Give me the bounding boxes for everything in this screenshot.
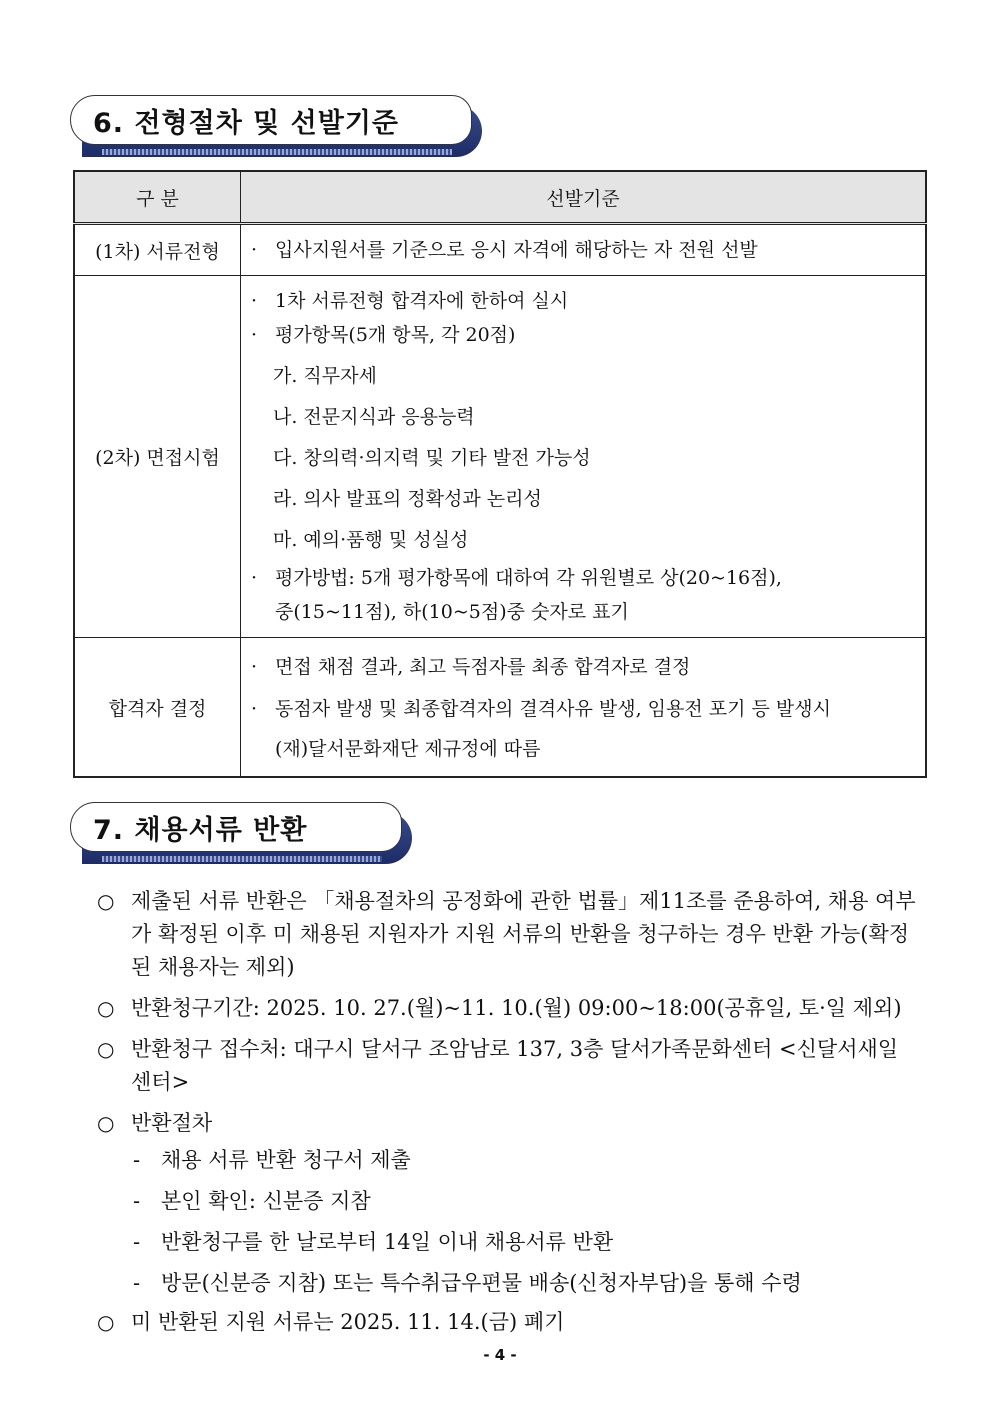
bullet-text: 평가항목(5개 항목, 각 20점) — [275, 324, 516, 346]
criteria-cell: · 1차 서류전형 합격자에 한하여 실시 · 평가항목(5개 항목, 각 20점) 가. 직무자세 나. 전문지식과 응용능력 다. 창의력·의지력 및 기타 발전 가능성 라. 의사 발표의 정확성과 논리성 마. 예의·품행 및 성실성 · 평가방법: 5개 평가항목에 대하여 각 위원별로 상(20~16점), 중(15~11점), 하(10~5점)중 숫자로 표기 — [241, 276, 927, 638]
list-item — [97, 1033, 917, 1099]
circle-bullet-icon: ○ — [97, 1037, 115, 1061]
page-number: - 4 - — [483, 1346, 517, 1364]
criteria-cell: · 입사지원서를 기준으로 응시 자격에 해당하는 자 전원 선발 — [241, 224, 927, 276]
circle-bullet-icon: ○ — [97, 996, 115, 1020]
criteria-cell: · 면접 채점 결과, 최고 득점자를 최종 합격자로 결정 · 동점자 발생 및 최종합격자의 결격사유 발생, 임용전 포기 등 발생시 (재)달서문화재단 제규정에 따름 — [241, 638, 927, 778]
table-row — [74, 276, 926, 638]
circle-bullet-icon: ○ — [97, 889, 115, 913]
eval-item: 라. 의사 발표의 정확성과 논리성 — [273, 488, 542, 510]
procedure-step: - 본인 확인: 신분증 지참 — [97, 1181, 917, 1222]
bullet-text: 1차 서류전형 합격자에 한하여 실시 — [275, 290, 569, 312]
step-text: 반환청구를 한 날로부터 14일 이내 채용서류 반환 — [161, 1230, 614, 1254]
procedure-step: - 채용 서류 반환 청구서 제출 — [97, 1140, 917, 1181]
procedure-step: - 방문(신분증 지참) 또는 특수취급우편물 배송(신청자부담)을 통해 수령 — [97, 1263, 917, 1304]
circle-bullet-icon: ○ — [97, 1111, 115, 1135]
item-text: 제출된 서류 반환은 「채용절차의 공정화에 관한 법률」제11조를 준용하여, 채용 여부가 확정된 이후 미 채용된 지원자가 지원 서류의 반환을 청구하는 경우 반환 가능(확정된 채용자는 제외) — [131, 889, 916, 979]
bullet-text: 면접 채점 결과, 최고 득점자를 최종 합격자로 결정 — [275, 656, 691, 678]
item-text: 반환절차 — [131, 1111, 213, 1135]
step-text: 방문(신분증 지참) 또는 특수취급우편물 배송(신청자부담)을 통해 수령 — [161, 1271, 802, 1295]
list-item — [97, 1107, 917, 1140]
row-interview: (2차) 면접시험 — [74, 276, 241, 638]
section-7-heading — [70, 802, 412, 864]
bullet-continuation: (재)달서문화재단 제규정에 따름 — [275, 738, 541, 760]
section-6-heading — [70, 95, 482, 157]
return-documents-list — [97, 885, 917, 1347]
list-item — [97, 1306, 917, 1339]
list-item — [97, 992, 917, 1025]
selection-criteria-table — [73, 170, 927, 778]
section-7-title: 7. 채용서류 반환 — [70, 802, 402, 852]
procedure-step: - 반환청구를 한 날로부터 14일 이내 채용서류 반환 — [97, 1222, 917, 1263]
eval-item: 가. 직무자세 — [273, 365, 377, 387]
header-criteria: 선발기준 — [241, 171, 927, 224]
row-final-decision: 합격자 결정 — [74, 638, 241, 778]
item-text: 미 반환된 지원 서류는 2025. 11. 14.(금) 폐기 — [131, 1310, 565, 1334]
row-document-screening: (1차) 서류전형 — [74, 224, 241, 276]
table-header-row — [74, 171, 926, 224]
section-6-title: 6. 전형절차 및 선발기준 — [70, 95, 472, 145]
header-category: 구 분 — [74, 171, 241, 224]
bullet-text: 입사지원서를 기준으로 응시 자격에 해당하는 자 전원 선발 — [275, 239, 758, 261]
bullet-text: 동점자 발생 및 최종합격자의 결격사유 발생, 임용전 포기 등 발생시 — [275, 698, 831, 720]
step-text: 본인 확인: 신분증 지참 — [161, 1189, 371, 1213]
eval-item: 다. 창의력·의지력 및 기타 발전 가능성 — [273, 447, 591, 469]
circle-bullet-icon: ○ — [97, 1310, 115, 1334]
step-text: 채용 서류 반환 청구서 제출 — [161, 1148, 411, 1172]
table-row — [74, 638, 926, 778]
eval-item: 마. 예의·품행 및 성실성 — [273, 529, 469, 551]
item-text: 반환청구기간: 2025. 10. 27.(월)~11. 10.(월) 09:00~18:00(공휴일, 토·일 제외) — [131, 996, 902, 1020]
eval-item: 나. 전문지식과 응용능력 — [273, 406, 475, 428]
list-item — [97, 885, 917, 984]
item-text: 반환청구 접수처: 대구시 달서구 조암남로 137, 3층 달서가족문화센터 <신달서새일센터> — [131, 1037, 899, 1094]
table-row — [74, 224, 926, 276]
bullet-continuation: 중(15~11점), 하(10~5점)중 숫자로 표기 — [275, 601, 629, 623]
bullet-text: 평가방법: 5개 평가항목에 대하여 각 위원별로 상(20~16점), — [275, 567, 782, 589]
